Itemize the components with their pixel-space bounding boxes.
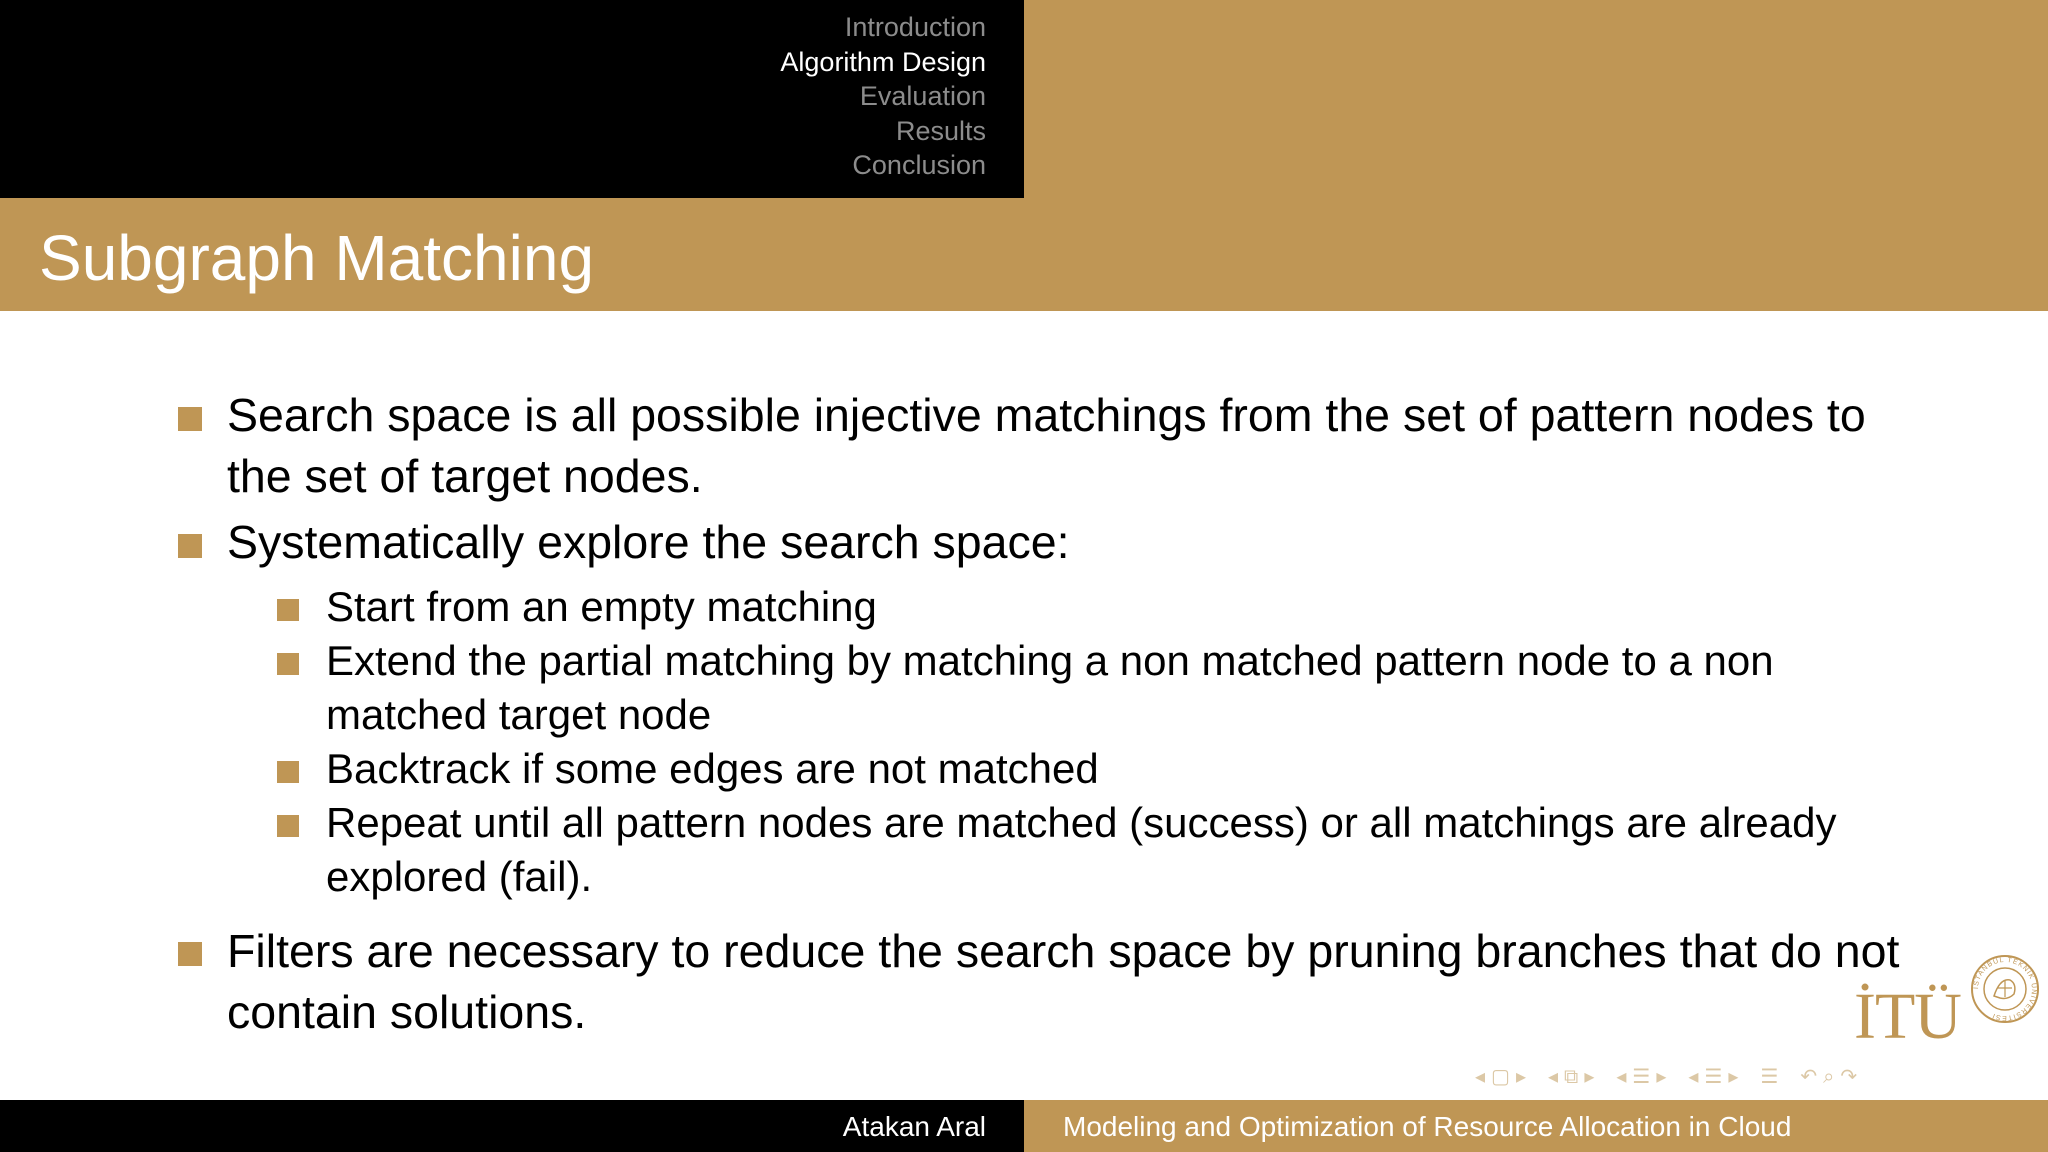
back-icon[interactable]: ↶	[1800, 1066, 1818, 1088]
seal-text: İSTANBUL TEKNİK ÜNİVERSİTESİ	[1972, 956, 2038, 1022]
section-next-icon[interactable]: ▸	[1728, 1066, 1739, 1088]
slide-title: Subgraph Matching	[39, 222, 595, 294]
section-icon[interactable]: ☰	[1704, 1066, 1723, 1088]
slide-icon[interactable]: ⧉	[1564, 1066, 1579, 1088]
footer-title-panel	[1024, 1100, 2048, 1152]
square-bullet-icon	[277, 761, 299, 783]
square-bullet-icon	[277, 653, 299, 675]
sub-bullet-text: Backtrack if some edges are not matched	[326, 745, 1099, 792]
forward-icon[interactable]: ↷	[1840, 1066, 1858, 1088]
bullet-text: Systematically explore the search space:	[227, 516, 1070, 568]
footer-author-panel	[0, 1100, 1024, 1152]
section-prev-icon[interactable]: ◂	[1688, 1066, 1699, 1088]
square-bullet-icon	[277, 599, 299, 621]
nav-section-results[interactable]: Results	[895, 115, 986, 146]
sub-bullet-text: Start from an empty matching	[326, 583, 877, 630]
sub-bullet-text: Repeat until all pattern nodes are matched (success) or all matchings are already explored (fail).	[326, 799, 1837, 900]
square-bullet-icon	[178, 942, 202, 966]
section-navigation	[780, 10, 986, 183]
navigation-symbols	[1475, 1064, 1863, 1090]
frame-prev-icon[interactable]: ◂	[1475, 1066, 1486, 1088]
document-icon[interactable]: ☰	[1760, 1066, 1779, 1088]
title-bar	[0, 198, 2048, 311]
slide-prev-icon[interactable]: ◂	[1548, 1066, 1559, 1088]
header-accent-panel	[1024, 0, 2048, 198]
nav-section-algorithm-design[interactable]: Algorithm Design	[780, 46, 986, 77]
square-bullet-icon	[178, 534, 202, 558]
itu-logo	[1852, 944, 2042, 1056]
nav-section-introduction[interactable]: Introduction	[844, 12, 986, 42]
header-navigation-panel	[0, 0, 1024, 198]
nav-section-evaluation[interactable]: Evaluation	[859, 81, 986, 111]
nav-section-conclusion[interactable]: Conclusion	[852, 150, 986, 180]
bullet-text: Filters are necessary to reduce the search space by pruning branches that do not contain solutions.	[227, 925, 1900, 1038]
subsection-prev-icon[interactable]: ◂	[1616, 1066, 1627, 1088]
frame-icon[interactable]: ▢	[1491, 1066, 1510, 1088]
footer-presentation-title: Modeling and Optimization of Resource Allocation in Cloud	[1063, 1111, 1792, 1142]
slide-next-icon[interactable]: ▸	[1584, 1066, 1595, 1088]
subsection-next-icon[interactable]: ▸	[1656, 1066, 1667, 1088]
frame-next-icon[interactable]: ▸	[1515, 1066, 1526, 1088]
sub-bullet-text: Extend the partial matching by matching a non matched pattern node to a non matched target node	[326, 637, 1774, 738]
square-bullet-icon	[178, 407, 202, 431]
bullet-text: Search space is all possible injective matchings from the set of pattern nodes to the set of target nodes.	[227, 389, 1866, 502]
square-bullet-icon	[277, 815, 299, 837]
university-seal-icon	[1970, 944, 2040, 1034]
footer-author: Atakan Aral	[842, 1111, 986, 1142]
search-icon[interactable]: ⌕	[1823, 1066, 1835, 1088]
subsection-icon[interactable]: ☰	[1632, 1066, 1651, 1088]
itu-logo-text: İTÜ	[1854, 980, 1961, 1053]
